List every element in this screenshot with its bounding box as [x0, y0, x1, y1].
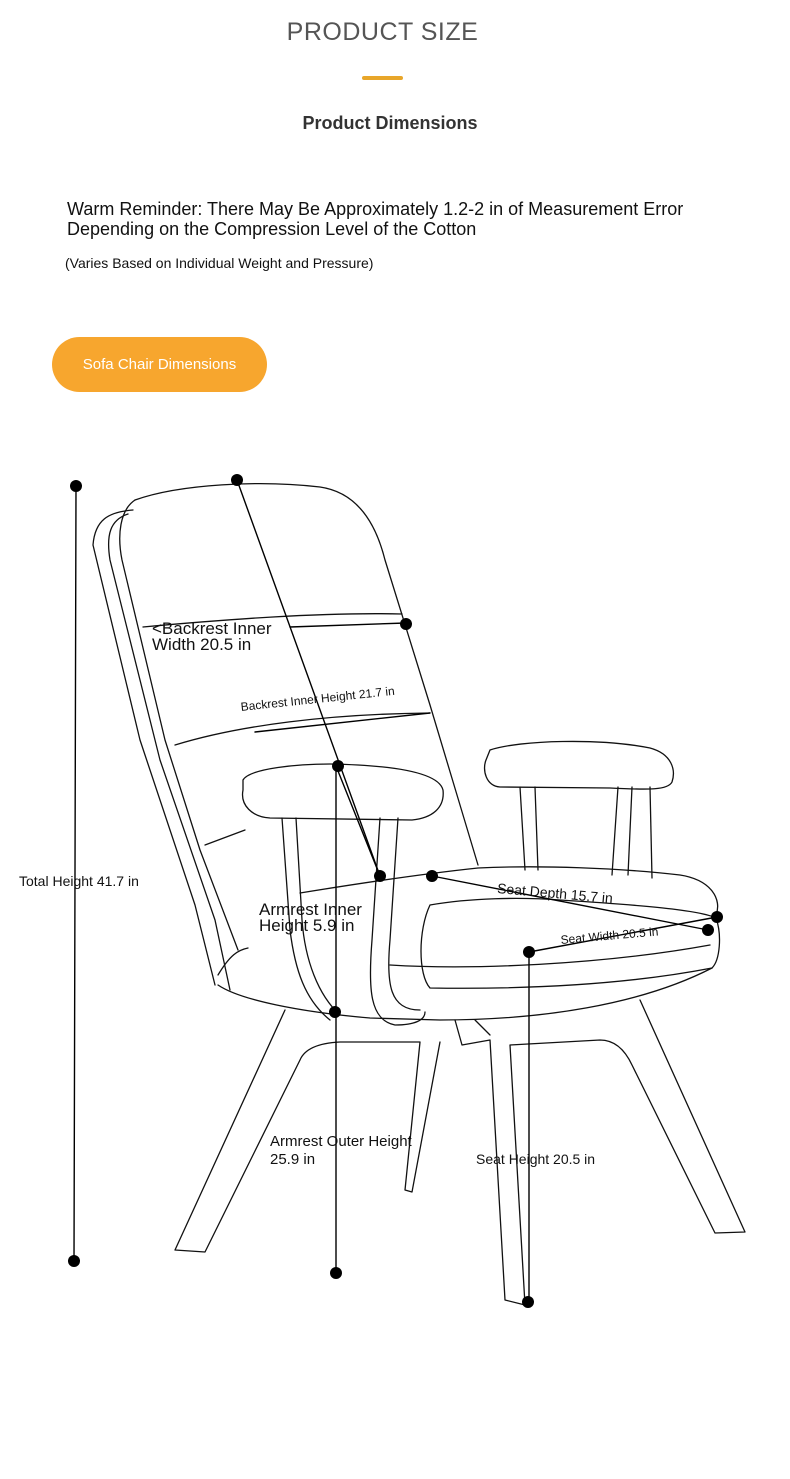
seat-depth-front-dot	[702, 924, 714, 936]
right-armrest-post-inner	[535, 787, 538, 870]
backrest-inner-height-label: Backrest Inner Height 21.7 in	[240, 683, 396, 714]
armrest-outer-height-label: Armrest Outer Height 25.9 in	[270, 1133, 412, 1168]
seat-width-right-dot	[711, 911, 723, 923]
backrest-width-dot	[400, 618, 412, 630]
warm-reminder-text: Warm Reminder: There May Be Approximately 1.2-2 in of Measurement Error Depending on the Compression Level of the Cotton	[67, 199, 684, 239]
armrest-inner-height-line	[336, 766, 380, 876]
seat-height-top-dot	[523, 946, 535, 958]
sofa-chair-dimensions-tab[interactable]: Sofa Chair Dimensions	[52, 337, 267, 392]
seat-depth-label: Seat Depth 15.7 in	[496, 880, 614, 907]
seat-height-floor-dot	[522, 1296, 534, 1308]
right-armrest-post	[520, 787, 525, 870]
armrest-inner-dot	[374, 870, 386, 882]
seat-width-label: Seat Width 20.5 in	[560, 924, 659, 947]
seat-depth-line	[432, 876, 708, 930]
armrest-inner-height-label: Armrest Inner Height 5.9 in	[259, 900, 362, 935]
right-armrest-rear-post	[612, 787, 618, 875]
armrest-top-dot	[332, 760, 344, 772]
seat-height-label: Seat Height 20.5 in	[476, 1151, 596, 1167]
front-left-leg	[175, 1010, 440, 1252]
seat-depth-back-dot	[426, 870, 438, 882]
backrest-inner-height-line	[237, 480, 380, 876]
total-height-bottom-dot	[68, 1255, 80, 1267]
armrest-floor-dot	[330, 1267, 342, 1279]
section-subtitle: Product Dimensions	[302, 113, 478, 133]
seat-front-edge	[218, 968, 712, 1020]
reminder-note: (Varies Based on Individual Weight and Pressure)	[65, 255, 374, 271]
leg-joint	[475, 1020, 490, 1035]
backrest-top-dot	[231, 474, 243, 486]
backrest-seam-low	[205, 830, 245, 845]
backrest-inner-width-label: <Backrest Inner Width 20.5 in	[152, 619, 272, 654]
right-armrest-rear-post-back	[650, 787, 652, 878]
backrest-inner-width-line	[290, 623, 406, 627]
page-title: PRODUCT SIZE	[286, 18, 479, 46]
right-armrest-rear-post-inner	[628, 787, 632, 875]
total-height-top-dot	[70, 480, 82, 492]
armrest-bottom-dot	[329, 1006, 341, 1018]
left-armrest-post-inner	[389, 818, 420, 1010]
total-height-label: Total Height 41.7 in	[19, 873, 139, 889]
right-armrest-pad	[485, 741, 674, 789]
chair-side-frame	[93, 510, 215, 985]
